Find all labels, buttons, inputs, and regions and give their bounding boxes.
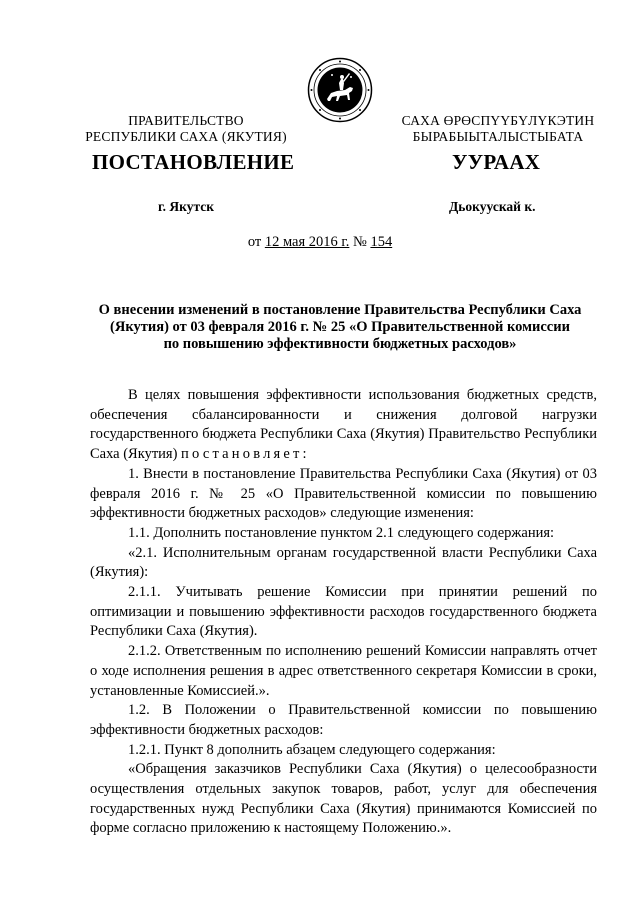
document-number: 154 (370, 234, 393, 250)
body-paragraph: 1.2. В Положении о Правительственной комиссии по повышению эффективности бюджетных расходов: (90, 702, 597, 738)
preamble-text: В целях повышения эффективности использования бюджетных средств, обеспечения сбалансированности и снижения долговой нагрузки государственного бюджета Республики Саха (Якутия) Правительство Республики Саха (Якутия) (90, 387, 597, 463)
body-paragraph: 1.1. Дополнить постановление пунктом 2.1 следующего содержания: (128, 524, 555, 541)
government-name-ru (70, 113, 302, 144)
title-line: по повышению эффективности бюджетных расходов» (163, 336, 517, 352)
body-paragraph: 1.2.1. Пункт 8 дополнить абзацем следующего содержания: (128, 741, 496, 758)
date-prefix: от (247, 234, 262, 250)
resolves-word: постановляет: (181, 446, 310, 463)
body-paragraph: 2.1.1. Учитывать решение Комиссии при принятии решений по оптимизации и повышению эффективности расходов государственного бюджета Республики Саха (Якутия). (90, 584, 597, 640)
document-body (90, 386, 597, 839)
body-paragraph: «Обращения заказчиков Республики Саха (Якутия) о целесообразности осуществления отдельных закупок товаров, работ, услуг для обеспечения государственных нужд Республики Саха (Якутия) принимаются Комиссией по форме согласно приложению к настоящему Положению.». (90, 761, 597, 837)
city-sakha: Дьокуускай к. (449, 199, 536, 214)
document-date: 12 мая 2016 г. (264, 234, 350, 250)
document-title (80, 302, 600, 353)
number-sign: № (352, 234, 367, 250)
header-left-line2: РЕСПУБЛИКИ САХА (ЯКУТИЯ) (85, 128, 287, 144)
emblem-seal-icon (307, 57, 373, 123)
city-ru: г. Якутск (158, 199, 215, 214)
body-paragraph: «2.1. Исполнительным органам государственной власти Республики Саха (Якутия): (90, 544, 597, 581)
header-left-line1: ПРАВИТЕЛЬСТВО (128, 113, 244, 128)
title-line: (Якутия) от 03 февраля 2016 г. № 25 «О Правительственной комиссии (110, 319, 570, 335)
doc-type-ru: ПОСТАНОВЛЕНИЕ (92, 150, 295, 174)
body-paragraph (90, 386, 597, 465)
body-paragraph: 2.1.2. Ответственным по исполнению решений Комиссии направлять отчет о ходе исполнения решения в адрес ответственного секретаря Комиссии в сроки, установленные Комиссией.». (90, 643, 597, 699)
date-number-line (0, 234, 640, 251)
header-right-line2: БЫРАБЫЫТАЛЫСТЫБАТА (412, 128, 584, 144)
doc-type-sakha: УУРААХ (452, 150, 541, 174)
body-paragraph: 1. Внести в постановление Правительства Республики Саха (Якутия) от 03 февраля 2016 г. № 25 «О Правительственной комиссии по повышению эффективности бюджетных расходов» следующие изменения: (90, 465, 597, 522)
government-name-sakha (382, 113, 614, 144)
header-right-line1: САХА ӨРӨСПҮҮБҮЛҮКЭТИН (401, 113, 595, 128)
title-line: О внесении изменений в постановление Правительства Республики Саха (98, 302, 582, 318)
